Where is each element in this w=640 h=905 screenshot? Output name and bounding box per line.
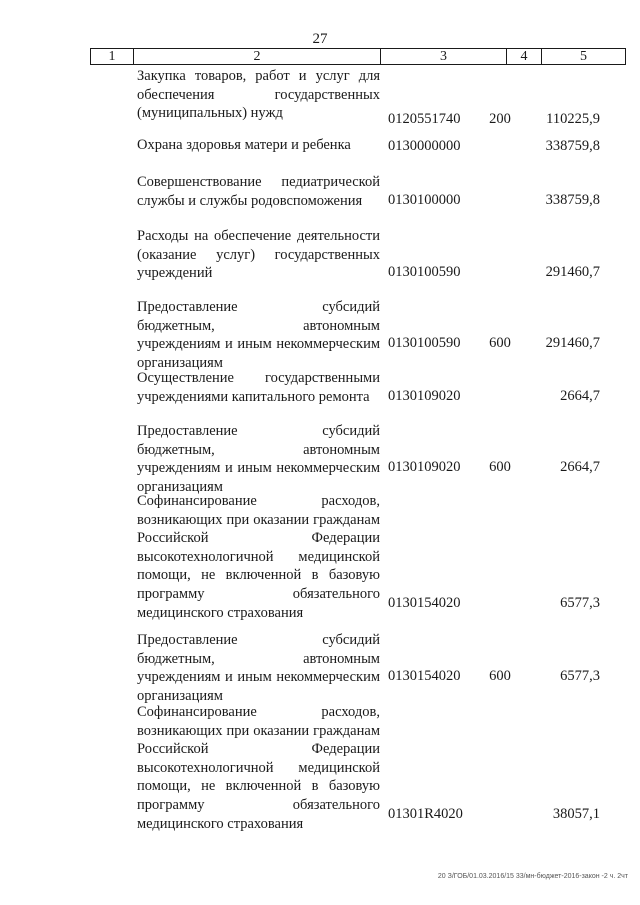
footer-file-stamp: 20 З/ГОБ/01.03.2016/15 33/мн-бюджет-2016-закон -2 ч. 2чт	[437, 873, 628, 880]
row-code: 01301R4020	[388, 806, 463, 822]
column-header-3: 3	[381, 49, 507, 64]
row-expense-type: 600	[489, 459, 511, 475]
row-code: 0130100590	[388, 335, 461, 351]
row-name: Софинансирование расходов, возникающих при оказании гражданам Российской Федерации высокотехнологичной медицинской помощи, не включенной в базовую программу обязательного медицинского страхования	[137, 704, 380, 832]
column-header-5: 5	[580, 49, 587, 64]
table-row	[0, 492, 640, 621]
column-header-4: 4	[507, 49, 542, 64]
row-code: 0130109020	[388, 459, 461, 475]
table-row	[0, 227, 640, 281]
row-name: Охрана здоровья матери и ребенка	[137, 137, 351, 153]
row-amount: 291460,7	[545, 335, 600, 351]
table-row	[0, 703, 640, 832]
row-amount: 38057,1	[552, 806, 600, 822]
row-name: Совершенствование педиатрической службы и службы родовспоможения	[137, 174, 380, 209]
column-header-2: 2	[134, 49, 381, 64]
row-amount: 2664,7	[560, 388, 600, 404]
table-row	[0, 173, 640, 209]
row-amount: 291460,7	[545, 264, 600, 280]
row-code: 0130154020	[388, 668, 461, 684]
row-name: Софинансирование расходов, возникающих при оказании гражданам Российской Федерации высокотехнологичной медицинской помощи, не включенной в базовую программу обязательного медицинского страхования	[137, 493, 380, 621]
row-code: 0130000000	[388, 138, 461, 154]
row-name: Предоставление субсидий бюджетным, автономным учреждениям и иным некоммерческим организациям	[137, 632, 380, 704]
table-row	[0, 422, 640, 495]
row-expense-type: 200	[489, 111, 511, 127]
row-amount: 338759,8	[545, 192, 600, 208]
row-name: Расходы на обеспечение деятельности (оказание услуг) государственных учреждений	[137, 228, 380, 282]
row-amount: 338759,8	[545, 138, 600, 154]
row-amount: 110225,9	[546, 111, 600, 127]
row-name: Осуществление государственными учреждениями капитального ремонта	[137, 370, 380, 405]
row-code: 0120551740	[388, 111, 461, 127]
table-row	[0, 369, 640, 405]
table-row	[0, 298, 640, 371]
table-row	[0, 136, 640, 155]
row-code: 0130100000	[388, 192, 461, 208]
row-code: 0130109020	[388, 388, 461, 404]
row-amount: 6577,3	[560, 595, 600, 611]
row-expense-type: 600	[489, 668, 511, 684]
row-name: Закупка товаров, работ и услуг для обеспечения государственных (муниципальных) нужд	[137, 68, 380, 122]
row-expense-type: 600	[489, 335, 511, 351]
column-header-row	[90, 48, 626, 65]
column-header-1: 1	[91, 49, 134, 64]
table-row	[0, 67, 640, 128]
page-number: 27	[312, 31, 328, 47]
table-row	[0, 631, 640, 704]
row-code: 0130154020	[388, 595, 461, 611]
row-code: 0130100590	[388, 264, 461, 280]
row-name: Предоставление субсидий бюджетным, автономным учреждениям и иным некоммерческим организациям	[137, 299, 380, 371]
row-amount: 2664,7	[560, 459, 600, 475]
row-amount: 6577,3	[560, 668, 600, 684]
row-name: Предоставление субсидий бюджетным, автономным учреждениям и иным некоммерческим организациям	[137, 423, 380, 495]
